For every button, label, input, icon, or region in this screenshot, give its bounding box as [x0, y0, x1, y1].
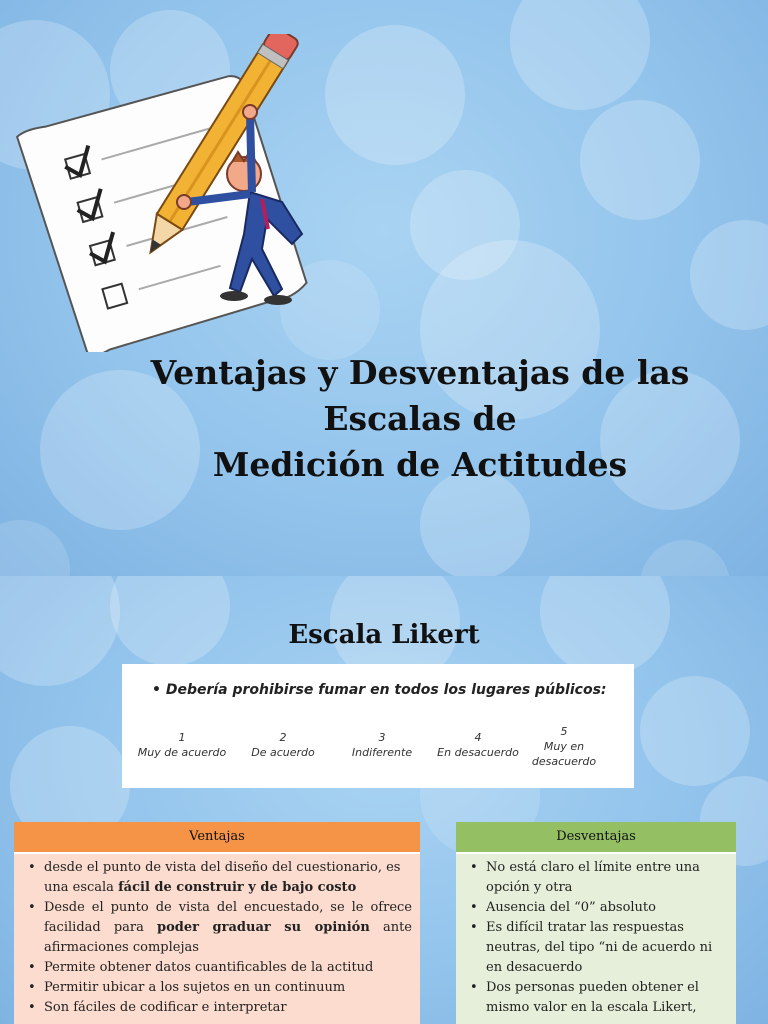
option-label: Muy de acuerdo	[137, 746, 227, 759]
item-text: desde el punto de vista del diseño del cuestionario, es una escala	[44, 860, 401, 895]
list-item	[44, 858, 412, 898]
bokeh-circle	[640, 676, 750, 786]
title-line-2: Escalas de	[323, 399, 517, 438]
checklist-pencil-man-icon	[12, 34, 357, 352]
likert-slide	[0, 576, 768, 1024]
likert-question: • Debería prohibirse fumar en todos los lugares públicos:	[152, 682, 607, 698]
list-item: • Permite obtener datos cuantificables de la actitud	[44, 958, 412, 978]
likert-heading: Escala Likert	[288, 620, 480, 650]
list-item: • Ausencia del “0” absoluto	[486, 898, 728, 918]
option-number: 5	[560, 725, 568, 738]
option-number: 4	[474, 731, 482, 744]
title-line-3: Medición de Actitudes	[212, 445, 628, 484]
title-line-1: Ventajas y Desventajas de las	[150, 353, 690, 392]
likert-option	[518, 724, 610, 769]
list-item: • Permitir ubicar a los sujetos en un continuum	[44, 978, 412, 998]
item-text: ante afirmaciones complejas	[44, 920, 412, 955]
desventajas-header: Desventajas	[456, 822, 736, 854]
ventajas-body	[14, 854, 420, 1024]
option-label: De acuerdo	[251, 746, 315, 759]
list-item: • Es difícil tratar las respuestas neutras, del tipo “ni de acuerdo ni en desacuerdo	[486, 918, 728, 978]
list-item: • No está claro el límite entre una opción y otra	[486, 858, 728, 898]
likert-option	[134, 730, 230, 760]
desventajas-body	[456, 854, 736, 1024]
likert-option	[430, 730, 526, 760]
bokeh-circle	[510, 0, 650, 110]
bokeh-circle	[640, 540, 730, 576]
ventajas-table	[14, 822, 420, 1024]
option-label: Indiferente	[351, 746, 413, 759]
item-text-bold: fácil de construir y de bajo costo	[118, 880, 357, 895]
likert-example	[122, 664, 634, 788]
likert-option	[235, 730, 331, 760]
bokeh-circle	[580, 100, 700, 220]
bokeh-circle	[0, 520, 70, 576]
desventajas-table	[456, 822, 736, 1024]
bokeh-circle	[690, 220, 768, 330]
option-number: 3	[378, 731, 386, 744]
option-label: En desacuerdo	[437, 746, 519, 759]
option-number: 1	[178, 731, 186, 744]
likert-option	[334, 730, 430, 760]
list-item	[44, 898, 412, 958]
slide-title	[120, 350, 720, 488]
ventajas-header: Ventajas	[14, 822, 420, 854]
list-item: • Dos personas pueden obtener el mismo valor en la escala Likert,	[486, 978, 728, 1018]
item-text: Desde el punto de vista del encuestado, se le ofrece facilidad para	[44, 900, 412, 935]
option-label: Muy en desacuerdo	[531, 740, 597, 768]
list-item: • Son fáciles de codificar e interpretar	[44, 998, 412, 1018]
option-number: 2	[279, 731, 287, 744]
item-text-bold: poder graduar su opinión	[157, 920, 370, 935]
